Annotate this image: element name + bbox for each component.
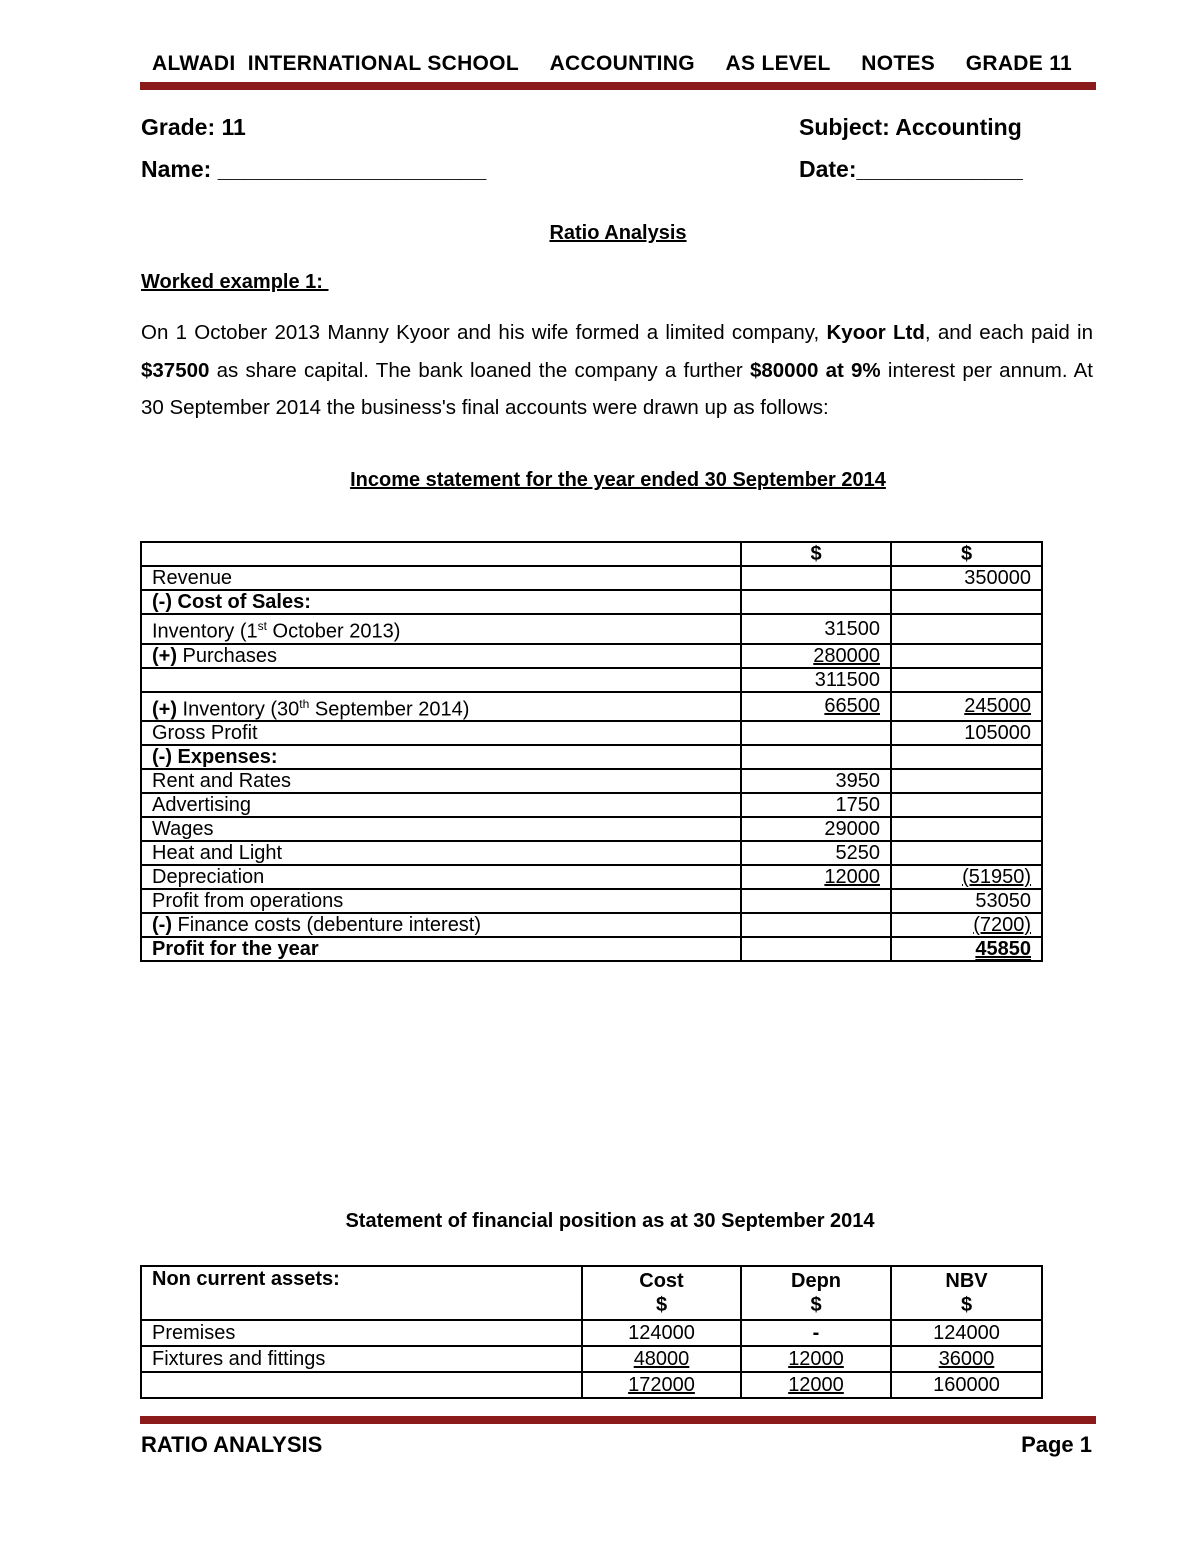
table-row: Premises 124000 - 124000 xyxy=(141,1320,1042,1346)
row-label: Premises xyxy=(141,1320,582,1346)
header-subject: ACCOUNTING xyxy=(549,52,695,75)
row-label: Profit for the year xyxy=(141,937,741,961)
table-row: Fixtures and fittings 48000 12000 36000 xyxy=(141,1346,1042,1372)
table-row xyxy=(141,745,1042,769)
row-label: (-) Finance costs (debenture interest) xyxy=(141,913,741,937)
date-label: Date:_____________ xyxy=(799,156,1023,182)
table-row: (-) Finance costs (debenture interest) (7200) xyxy=(141,913,1042,937)
column-header-dollar: $ xyxy=(891,542,1042,566)
table-row: Profit from operations 53050 xyxy=(141,889,1042,913)
grade-label: Grade: 11 xyxy=(141,114,246,140)
loan-amount: $80000 at 9% xyxy=(749,358,881,382)
row-label: (-) Expenses: xyxy=(141,745,741,769)
row-label: (-) Cost of Sales: xyxy=(141,590,741,614)
row-label xyxy=(141,668,741,692)
sofp-table xyxy=(140,1265,1043,1399)
table-row: Revenue 350000 xyxy=(141,566,1042,590)
header-notes: NOTES xyxy=(861,52,936,75)
page-title: Ratio Analysis xyxy=(549,222,687,244)
row-label: (+) Inventory (30th September 2014) xyxy=(141,692,741,722)
table-row: Rent and Rates 3950 xyxy=(141,769,1042,793)
header-level: AS LEVEL xyxy=(725,52,831,75)
table-row: (+) Inventory (30th September 2014) 66500 245000 xyxy=(141,692,1042,722)
non-current-assets-heading: Non current assets: xyxy=(141,1266,582,1320)
table-row xyxy=(141,590,1042,614)
table-row: Depreciation 12000 (51950) xyxy=(141,865,1042,889)
footer-rule xyxy=(140,1416,1096,1424)
page-number: Page 1 xyxy=(1021,1432,1092,1457)
row-label: (+) Purchases xyxy=(141,644,741,668)
row-label: Heat and Light xyxy=(141,841,741,865)
table-row: 311500 xyxy=(141,668,1042,692)
column-header-depn: Depn $ xyxy=(741,1266,891,1320)
row-label: Fixtures and fittings xyxy=(141,1346,582,1372)
row-label: Profit from operations xyxy=(141,889,741,913)
row-label: Revenue xyxy=(141,566,741,590)
income-statement-title: Income statement for the year ended 30 September 2014 xyxy=(350,469,886,491)
column-header-dollar: $ xyxy=(741,542,891,566)
table-row-total: Profit for the year 45850 xyxy=(141,937,1042,961)
table-row: Heat and Light 5250 xyxy=(141,841,1042,865)
row-label: Wages xyxy=(141,817,741,841)
example-heading: Worked example 1: xyxy=(141,271,329,293)
table-row: Inventory (1st October 2013) 31500 xyxy=(141,614,1042,644)
sofp-title: Statement of financial position as at 30 September 2014 xyxy=(345,1210,875,1232)
company-name: Kyoor Ltd xyxy=(826,321,925,344)
row-label: Inventory (1st October 2013) xyxy=(141,614,741,644)
column-header-cost: Cost $ xyxy=(582,1266,741,1320)
page-header xyxy=(152,52,1072,76)
table-header-row xyxy=(141,1266,1042,1320)
header-rule xyxy=(140,82,1096,90)
table-row: (+) Purchases 280000 xyxy=(141,644,1042,668)
table-row: Advertising 1750 xyxy=(141,793,1042,817)
table-header-row xyxy=(141,542,1042,566)
table-row: Gross Profit 105000 xyxy=(141,721,1042,745)
row-label: Depreciation xyxy=(141,865,741,889)
subject-label: Subject: Accounting xyxy=(799,114,1022,140)
income-statement-table xyxy=(140,541,1043,962)
row-label: Advertising xyxy=(141,793,741,817)
row-label: Gross Profit xyxy=(141,721,741,745)
table-row: Wages 29000 xyxy=(141,817,1042,841)
intro-paragraph: On 1 October 2013 Manny Kyoor and his wife formed a limited company, Kyoor Ltd, and each paid in $37500 as share capital. The bank loaned the company a further $80000 at 9% interest per annum. At 30 September 2014 the business's final accounts were drawn up as follows: xyxy=(141,321,1093,419)
table-row: 172000 12000 160000 xyxy=(141,1372,1042,1398)
row-label: Rent and Rates xyxy=(141,769,741,793)
header-school: ALWADI INTERNATIONAL SCHOOL xyxy=(152,52,519,75)
header-grade: GRADE 11 xyxy=(965,52,1072,75)
share-capital: $37500 xyxy=(141,358,210,382)
column-header-nbv: NBV $ xyxy=(891,1266,1042,1320)
row-label xyxy=(141,1372,582,1398)
footer-title: RATIO ANALYSIS xyxy=(141,1432,323,1457)
name-label: Name: _____________________ xyxy=(141,156,487,182)
